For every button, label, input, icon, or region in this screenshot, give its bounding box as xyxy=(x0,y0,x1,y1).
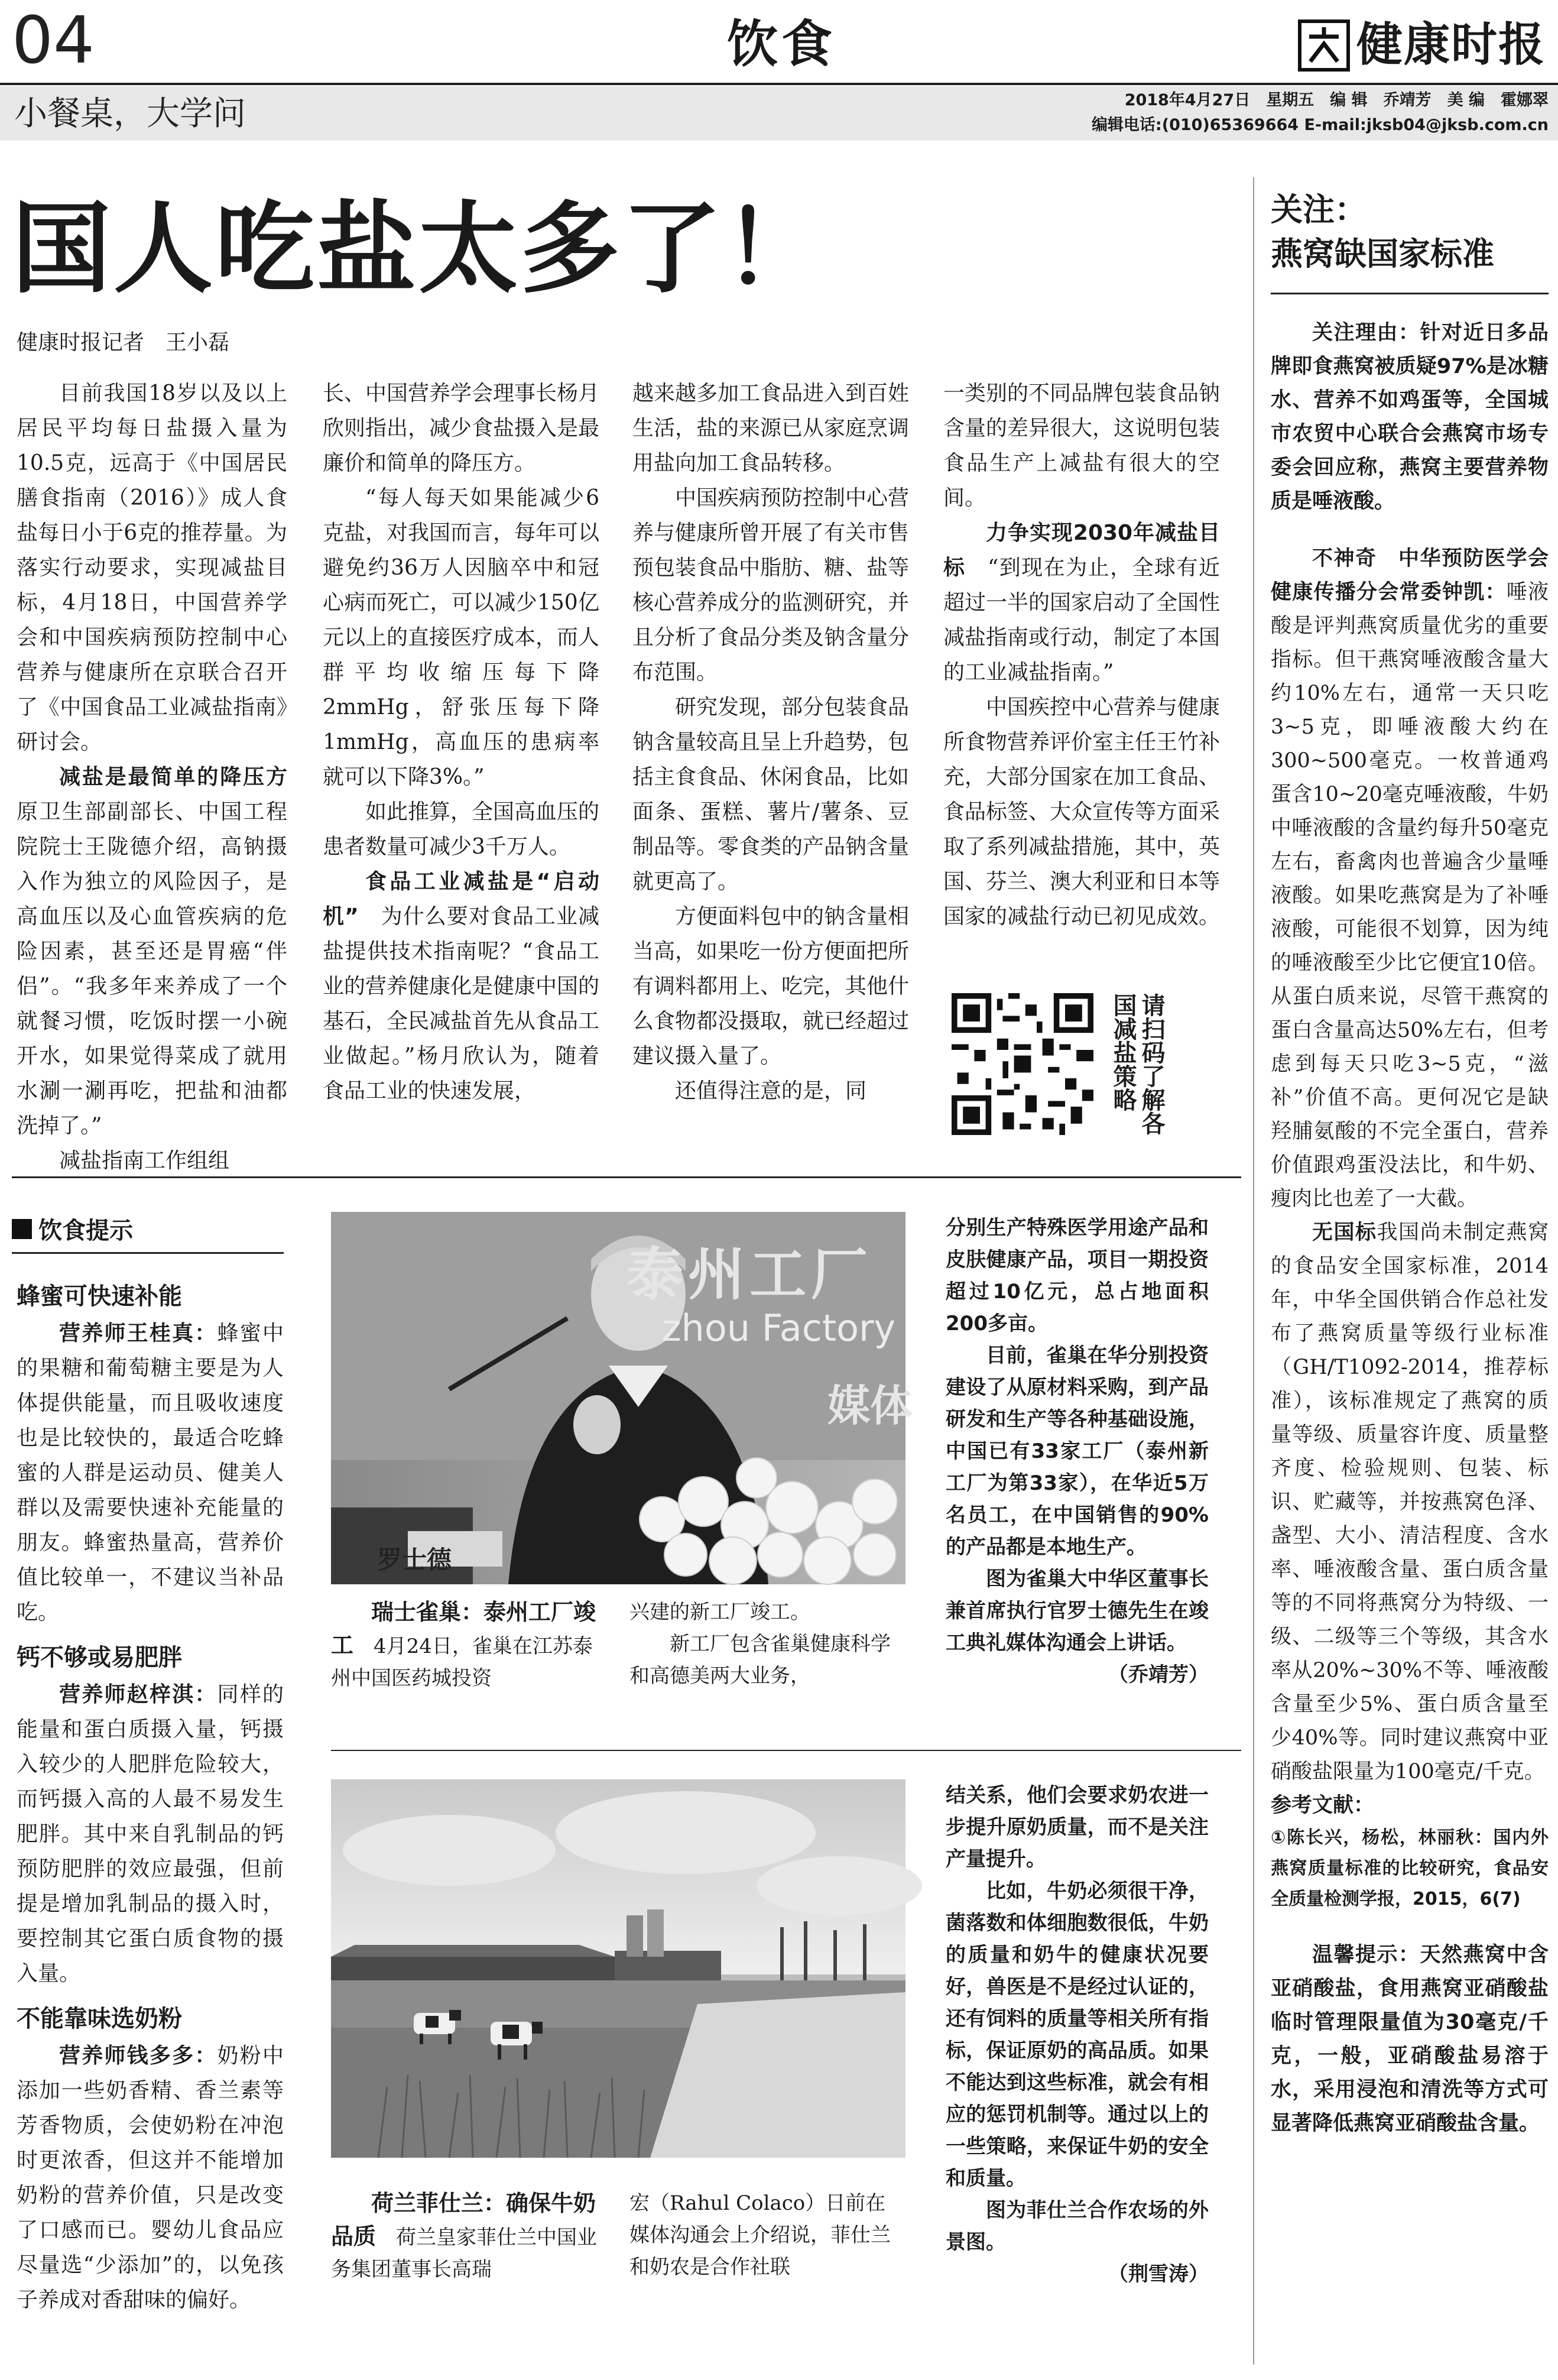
lead-paragraph xyxy=(632,899,909,1074)
farm-right-column xyxy=(946,1779,1209,2311)
tip-title: 蜂蜜可快速补能 xyxy=(17,1283,182,1310)
nestle-paragraph-text: 分别生产特殊医学用途产品和皮肤健康产品，项目一期投资超过10亿元，总占地面积200多亩。 xyxy=(946,1216,1209,1335)
paragraph-text: 方便面料包中的钠含量相当高，如果吃一份方便面把所有调料都用上、吃完，其他什么食物都没摄取，就已经超过建议摄入量了。 xyxy=(632,904,910,1068)
paragraph-text: “到现在为止，全球有近超过一半的国家启动了全国性减盐指南或行动，制定了本国的工业减盐指南。” xyxy=(943,556,1221,685)
lead-paragraph xyxy=(632,481,909,690)
nestle-caption xyxy=(331,1596,905,1714)
paragraph-text: “每人每天如果能减少6克盐，对我国而言，每年可以避免约36万人因脑卒中和冠心病而死亡，可以减少150亿元以上的直接医疗成本，而人群平均收缩压每下降2mmHg，舒张压每下降1mmHg，高血压的患病率就可以下降3%。” xyxy=(323,486,600,789)
headline: 国人吃盐太多了！ xyxy=(12,190,825,307)
farm-paragraph xyxy=(946,2194,1209,2258)
nestle-credit: （乔靖芳） xyxy=(1108,1663,1209,1687)
logo xyxy=(1297,18,1551,74)
tip-author: 营养师钱多多： xyxy=(59,2044,218,2068)
page-number: 04 xyxy=(12,2,95,78)
lead-paragraph xyxy=(943,690,1220,934)
photo-banner-text: 泰州工厂 xyxy=(627,1241,872,1308)
mid-rule xyxy=(331,1750,1241,1751)
section-title: 饮食 xyxy=(727,15,836,74)
byline-text: 健康时报记者 王小磊 xyxy=(17,330,230,355)
tips-label-rule xyxy=(12,1252,284,1254)
farm-paragraph-text: 结关系，他们会要求奶农进一步提升原奶质量，而不是关注产量提升。 xyxy=(946,1784,1209,1871)
sidebar-reason xyxy=(1271,316,1549,518)
paragraph-text: 减盐指南工作组组 xyxy=(59,1149,230,1173)
nestle-right-column xyxy=(946,1212,1209,1697)
column-name: 小餐桌，大学问 xyxy=(14,95,246,133)
sidebar-p2-lead: 无国标 xyxy=(1312,1221,1377,1244)
lead-col-3 xyxy=(632,376,909,1144)
paragraph-text: 中国疾控中心营养与健康所食物营养评价室主任王竹补充，大部分国家在加工食品、食品标签、大众宣传等方面采取了系列减盐措施，其中，英国、芬兰、澳大利亚和日本等国家的减盐行动已初见成效。 xyxy=(943,695,1221,929)
tips-section-label xyxy=(12,1212,284,1247)
paragraph-text: 还值得注意的是，同 xyxy=(675,1079,867,1103)
farm-caption-a: 荷兰皇家菲仕兰中国业务集团董事长高瑞 xyxy=(331,2226,598,2281)
qr-block xyxy=(952,993,1218,1141)
lead-paragraph xyxy=(17,1143,287,1178)
lead-paragraph xyxy=(323,481,599,795)
tip-paragraph xyxy=(17,2038,284,2317)
tip-author: 营养师王桂真： xyxy=(59,1321,218,1345)
tip-text: 蜂蜜中的果糖和葡萄糖主要是为人体提供能量，而且吸收速度也是比较快的，最适合吃蜂蜜的人群是运动员、健美人群以及需要快速补充能量的朋友。蜂蜜热量高，营养价值比较单一，不建议当补品吃。 xyxy=(17,1321,284,1625)
paragraph-text: 为什么要对食品工业减盐提供技术指南呢？“食品工业的营养健康化是健康中国的基石，全民减盐首先从食品工业做起。”杨月欣认为，随着食品工业的快速发展， xyxy=(323,904,600,1103)
nameplate: 罗士德 xyxy=(377,1545,452,1574)
lead-paragraph xyxy=(632,690,909,899)
lead-col-4 xyxy=(943,376,1220,967)
paragraph-text: 中国疾病预防控制中心营养与健康所曾开展了有关市售预包装食品中脂肪、糖、盐等核心营养成分的监测研究，并且分析了食品分类及钠含量分布范围。 xyxy=(632,486,910,685)
sidebar-p1 xyxy=(1271,542,1549,1216)
lead-col-2 xyxy=(323,376,599,1144)
farm-caption xyxy=(331,2187,905,2306)
farm-headline: 荷兰菲仕兰：确保牛奶品质 xyxy=(331,2190,596,2249)
sidebar-p2 xyxy=(1271,1216,1549,1789)
lead-paragraph xyxy=(323,864,599,1108)
lead-paragraph xyxy=(17,376,287,760)
sidebar-tip-text: 天然燕窝中含亚硝酸盐，食用燕窝亚硝酸盐临时管理限量值为30毫克/千克，一般，亚硝酸盐易溶于水，采用浸泡和清洗等方式可显著降低燕窝亚硝酸盐含量。 xyxy=(1271,1943,1549,2135)
lead-paragraph xyxy=(323,795,599,864)
nestle-paragraph-text: 目前，雀巢在华分别投资建设了从原材料采购，到产品研发和生产等各种基础设施，中国已有33家工厂（泰州新工厂为第33家），在华近5万名员工，在中国销售的90%的产品都是本地生产。 xyxy=(946,1344,1209,1559)
tip-paragraph xyxy=(17,1677,284,1991)
black-square-icon xyxy=(12,1219,32,1239)
lead-paragraph xyxy=(323,376,599,481)
sidebar-p2-text: 我国尚未制定燕窝的食品安全国家标准，2014年，中华全国供销合作总社发布了燕窝质量等级行业标准（GH/T1092-2014，推荐标准），该标准规定了燕窝的质量等级、质量容许度、质量整齐度、检验规则、包装、标识、贮藏等，并按燕窝色泽、盏型、大小、清洁程度、含水率、唾液酸含量、蛋白质含量等的不同将燕窝分为特级、一级、二级等三个等级，其含水率从20%~30%不等、唾液酸含量至少5%、蛋白质含量至少40%等。同时建议燕窝中亚硝酸盐限量为100毫克/千克。 xyxy=(1271,1221,1549,1784)
paragraph-text: 长、中国营养学会理事长杨月欣则指出，减少食盐摄入是最廉价和简单的降压方。 xyxy=(323,381,600,475)
nestle-caption-a: 4月24日，雀巢在江苏泰州中国医药城投资 xyxy=(331,1635,593,1690)
photo-banner-media: 媒体 xyxy=(827,1381,913,1431)
paragraph-text: 研究发现，部分包装食品钠含量较高且呈上升趋势，包括主食食品、休闲食品，比如面条、蛋糕、薯片/薯条、豆制品等。零食类的产品钠含量就更高了。 xyxy=(632,695,910,894)
sidebar-tip-lead: 温馨提示： xyxy=(1312,1943,1420,1967)
farm-paragraph-text: 图为菲仕兰合作农场的外景图。 xyxy=(946,2199,1209,2254)
nestle-paragraph xyxy=(946,1340,1209,1563)
paragraph-text: 越来越多加工食品进入到百姓生活，盐的来源已从家庭烹调用盐向加工食品转移。 xyxy=(632,381,910,475)
lead-paragraph xyxy=(943,376,1220,515)
paragraph-text: 目前我国18岁以及以上居民平均每日盐摄入量为10.5克，远高于《中国居民膳食指南（2016）》成人食盐每日小于6克的推荐量。为落实行动要求，实现减盐目标，4月18日，中国营养学会和中国疾病预防控制中心营养与健康所在京联合召开了《中国食品工业减盐指南》研讨会。 xyxy=(17,381,287,754)
farm-paragraph-text: 比如，牛奶必须很干净，菌落数和体细胞数很低，牛奶的质量和奶牛的健康状况要好，兽医是不是经过认证的，还有饲料的质量等相关所有指标，保证原奶的高品质。如果不能达到这些标准，就会有相应的惩罚机制等。通过以上的一些策略，来保证牛奶的安全和质量。 xyxy=(946,1879,1209,2190)
logo-icon xyxy=(1297,19,1351,72)
paragraph-subhead: 减盐是最简单的降压方 xyxy=(59,765,287,789)
nestle-paragraph-text: 图为雀巢大中华区董事长兼首席执行官罗士德先生在竣工典礼媒体沟通会上讲话。 xyxy=(946,1567,1209,1655)
lead-paragraph xyxy=(943,515,1220,690)
sidebar-title-rule xyxy=(1271,293,1549,294)
editor-contact: 编辑电话:(010)65369664 E-mail:jksb04@jksb.com.cn xyxy=(1091,116,1549,134)
farm-photo-graphic xyxy=(331,1779,905,2158)
tips-label: 饮食提示 xyxy=(38,1217,134,1244)
nestle-photo xyxy=(331,1212,913,1584)
lead-paragraph xyxy=(17,760,287,1143)
qr-code-icon xyxy=(952,993,1093,1135)
sidebar-tip xyxy=(1271,1938,1549,2141)
nestle-headline: 瑞士雀巢：泰州工厂竣工 xyxy=(331,1599,596,1658)
nestle-caption-b: 兴建的新工厂竣工。 xyxy=(629,1600,810,1624)
farm-paragraph xyxy=(946,1779,1209,1875)
sidebar-text xyxy=(1271,316,1549,2350)
lead-paragraph xyxy=(632,1074,909,1108)
paragraph-subhead: 食品工业减盐是“启动机” xyxy=(323,870,599,929)
lead-col-1 xyxy=(17,376,287,1173)
lead-bottom-rule xyxy=(12,1176,1241,1178)
nestle-paragraph xyxy=(946,1563,1209,1659)
qr-caption: 请扫码了解各国减盐策略 xyxy=(1109,993,1165,1135)
farm-caption-b: 宏（Rahul Colaco）日前在媒体沟通会上介绍说，菲仕兰和奶农是合作社联 xyxy=(629,2191,891,2279)
masthead-rule xyxy=(0,83,1558,85)
tip-author: 营养师赵梓淇： xyxy=(59,1682,218,1707)
tip-title: 钙不够或易肥胖 xyxy=(17,1644,182,1671)
tip-paragraph xyxy=(17,1316,284,1630)
tip-text: 同样的能量和蛋白质摄入量，钙摄入较少的人肥胖危险较大，而钙摄入高的人最不易发生肥胖。其中来自乳制品的钙预防肥胖的效应最强，但前提是增加乳制品的摄入时，要控制其它蛋白质食物的摄入量。 xyxy=(17,1682,284,1986)
sidebar-reason-lead: 关注理由： xyxy=(1312,321,1420,345)
tip-title: 不能靠味选奶粉 xyxy=(17,2005,182,2032)
sidebar-reason-text: 针对近日多品牌即食燕窝被质疑97%是冰糖水、营养不如鸡蛋等，全国城市农贸中心联合会燕窝市场专委会回应称，燕窝主要营养物质是唾液酸。 xyxy=(1271,321,1549,513)
farm-credit: （荆雪涛） xyxy=(1108,2262,1209,2286)
farm-photo xyxy=(331,1779,905,2158)
paragraph-subhead: 力争实现2030年减盐目标 xyxy=(943,521,1220,580)
logo-text: 健康时报 xyxy=(1356,18,1546,72)
sidebar-p1-lead: 不神奇 中华预防医学会健康传播分会常委钟凯： xyxy=(1271,547,1549,604)
sidebar-ref-label: 参考文献： xyxy=(1271,1794,1375,1817)
paragraph-text: 原卫生部副部长、中国工程院院士王陇德介绍，高钠摄入作为独立的风险因子，是高血压以及心血管疾病的危险因素，甚至还是胃癌“伴侣”。“我多年来养成了一个就餐习惯，吃饭时摆一小碗开水，如果觉得菜成了就用水涮一涮再吃，把盐和油都洗掉了。” xyxy=(17,800,287,1138)
nestle-caption-c: 新工厂包含雀巢健康科学和高德美两大业务， xyxy=(629,1632,891,1688)
sidebar-divider xyxy=(1253,177,1254,2365)
lead-paragraph xyxy=(632,376,909,481)
sidebar-ref: ①陈长兴，杨松，林丽秋：国内外燕窝质量标准的比较研究，食品安全质量检测学报，2015，6(7) xyxy=(1271,1827,1549,1909)
photo-banner-en: zhou Factory xyxy=(662,1306,896,1350)
tip-text: 奶粉中添加一些奶香精、香兰素等芳香物质，会使奶粉在冲泡时更浓香，但这并不能增加奶粉的营养价值，只是改变了口感而已。婴幼儿食品应尽量选“少添加”的，以免孩子养成对香甜味的偏好。 xyxy=(17,2044,284,2312)
sidebar-p1-text: 唾液酸是评判燕窝质量优劣的重要指标。但干燕窝唾液酸含量大约10%左右，通常一天只吃3~5克，即唾液酸大约在300~500毫克。一枚普通鸡蛋含10~20毫克唾液酸，牛奶中唾液酸的含量约每升50毫克左右，畜禽肉也普遍含少量唾液酸。如果吃燕窝是为了补唾液酸，可能很不划算，因为纯的唾液酸至少比它便宜10倍。从蛋白质来说，尽管干燕窝的蛋白含量高达50%左右，但考虑到每天只吃3~5克，“滋补”价值不高。更何况它是缺羟脯氨酸的不完全蛋白，营养价值跟鸡蛋没法比，和牛奶、瘦肉比也差了一大截。 xyxy=(1271,581,1549,1211)
sidebar-title: 燕窝缺国家标准 xyxy=(1271,235,1494,273)
tips-column xyxy=(17,1277,284,2329)
byline xyxy=(17,328,229,358)
nestle-paragraph xyxy=(946,1212,1209,1340)
paragraph-text: 如此推算，全国高血压的患者数量可减少3千万人。 xyxy=(323,800,600,859)
farm-paragraph xyxy=(946,1875,1209,2194)
paragraph-text: 一类别的不同品牌包装食品钠含量的差异很大，这说明包装食品生产上减盐有很大的空间。 xyxy=(943,381,1221,510)
sidebar-label: 关注： xyxy=(1271,191,1367,228)
issue-info: 2018年4月27日 星期五 编 辑 乔靖芳 美 编 霍娜翠 xyxy=(1124,91,1549,109)
